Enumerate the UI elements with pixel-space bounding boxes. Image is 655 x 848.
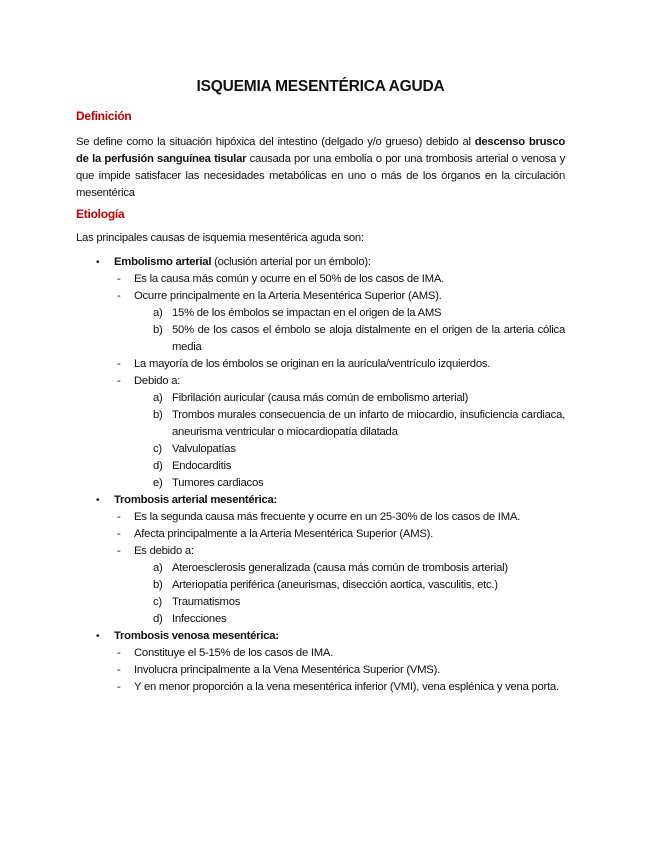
sub-marker: b) <box>153 579 163 591</box>
section-heading-etiologia: Etiología <box>76 207 125 221</box>
sub-item: Arteriopatía periférica (aneurismas, disección aortica, vasculitis, etc.) <box>172 579 498 591</box>
sub-marker: a) <box>153 392 163 404</box>
list-item: Y en menor proporción a la vena mesentérica inferior (VMI), vena esplénica y vena porta. <box>134 681 559 693</box>
dash-icon: - <box>117 273 121 285</box>
list-item: Constituye el 5-15% de los casos de IMA. <box>134 647 334 659</box>
bullet-icon: • <box>96 257 100 268</box>
list-item: Involucra principalmente a la Vena Mesentérica Superior (VMS). <box>134 664 440 676</box>
definition-bold-text: descenso brusco de la perfusión sanguínea tisular <box>76 136 566 165</box>
sub-marker: e) <box>153 477 163 489</box>
bullet-icon: • <box>96 495 100 506</box>
definition-text-cont: causada por una embolia o por una trombosis arterial o venosa y que impide satisfacer las necesidades metabólicas en uno o más de los órganos en la circulación mesentérica <box>76 153 565 199</box>
list-item: Es debido a: <box>134 545 194 557</box>
sub-item: 50% de los casos el émbolo se aloja distalmente en el origen de la arteria cólica media <box>172 324 565 353</box>
sub-marker: c) <box>153 596 162 608</box>
dash-icon: - <box>117 681 121 693</box>
dash-icon: - <box>117 647 121 659</box>
dash-icon: - <box>117 664 121 676</box>
sub-item: Fibrilación auricular (causa más común de embolismo arterial) <box>172 392 469 404</box>
list-item: Es la segunda causa más frecuente y ocurre en un 25-30% de los casos de IMA. <box>134 511 521 523</box>
list-item: La mayoría de los émbolos se originan en la aurícula/ventrículo izquierdos. <box>134 358 491 370</box>
sub-item: Valvulopatías <box>172 443 236 455</box>
list-item: Debido a: <box>134 375 181 387</box>
cause-title <box>114 254 371 271</box>
sub-marker: c) <box>153 443 162 455</box>
etiology-intro: Las principales causas de isquemia mesentérica aguda son: <box>76 232 364 244</box>
sub-marker: d) <box>153 460 163 472</box>
sub-marker: a) <box>153 307 163 319</box>
definition-paragraph <box>76 134 565 202</box>
bullet-icon: • <box>96 631 100 642</box>
sub-item: Trombos murales consecuencia de un infarto de miocardio, insuficiencia cardiaca, aneurisma ventricular o miocardiopatía dilatada <box>172 409 565 438</box>
sub-marker: b) <box>153 409 163 421</box>
sub-marker: a) <box>153 562 163 574</box>
sub-item: Traumatismos <box>172 596 241 608</box>
sub-marker: b) <box>153 324 163 336</box>
dash-icon: - <box>117 290 121 302</box>
list-item: Afecta principalmente a la Arteria Mesentérica Superior (AMS). <box>134 528 434 540</box>
list-item: Es la causa más común y ocurre en el 50% de los casos de IMA. <box>134 273 445 285</box>
dash-icon: - <box>117 528 121 540</box>
dash-icon: - <box>117 358 121 370</box>
sub-item: Infecciones <box>172 613 227 625</box>
cause-title-suffix: (oclusión arterial por un émbolo): <box>211 256 371 268</box>
dash-icon: - <box>117 375 121 387</box>
section-heading-definicion: Definición <box>76 109 132 123</box>
cause-title-bold: Embolismo arterial <box>114 256 212 268</box>
page-title: ISQUEMIA MESENTÉRICA AGUDA <box>196 78 445 95</box>
cause-title: Trombosis venosa mesentérica: <box>114 630 279 642</box>
dash-icon: - <box>117 545 121 557</box>
dash-icon: - <box>117 511 121 523</box>
sub-marker: d) <box>153 613 163 625</box>
list-item: Ocurre principalmente en la Arteria Mesentérica Superior (AMS). <box>134 290 442 302</box>
sub-item: Tumores cardiacos <box>172 477 264 489</box>
sub-item: 15% de los émbolos se impactan en el origen de la AMS <box>172 307 442 319</box>
sub-item: Ateroesclerosis generalizada (causa más común de trombosis arterial) <box>172 562 508 574</box>
definition-text: Se define como la situación hipóxica del intestino (delgado y/o grueso) debido al <box>76 136 475 148</box>
sub-item: Endocarditis <box>172 460 232 472</box>
cause-title: Trombosis arterial mesentérica: <box>114 494 278 506</box>
